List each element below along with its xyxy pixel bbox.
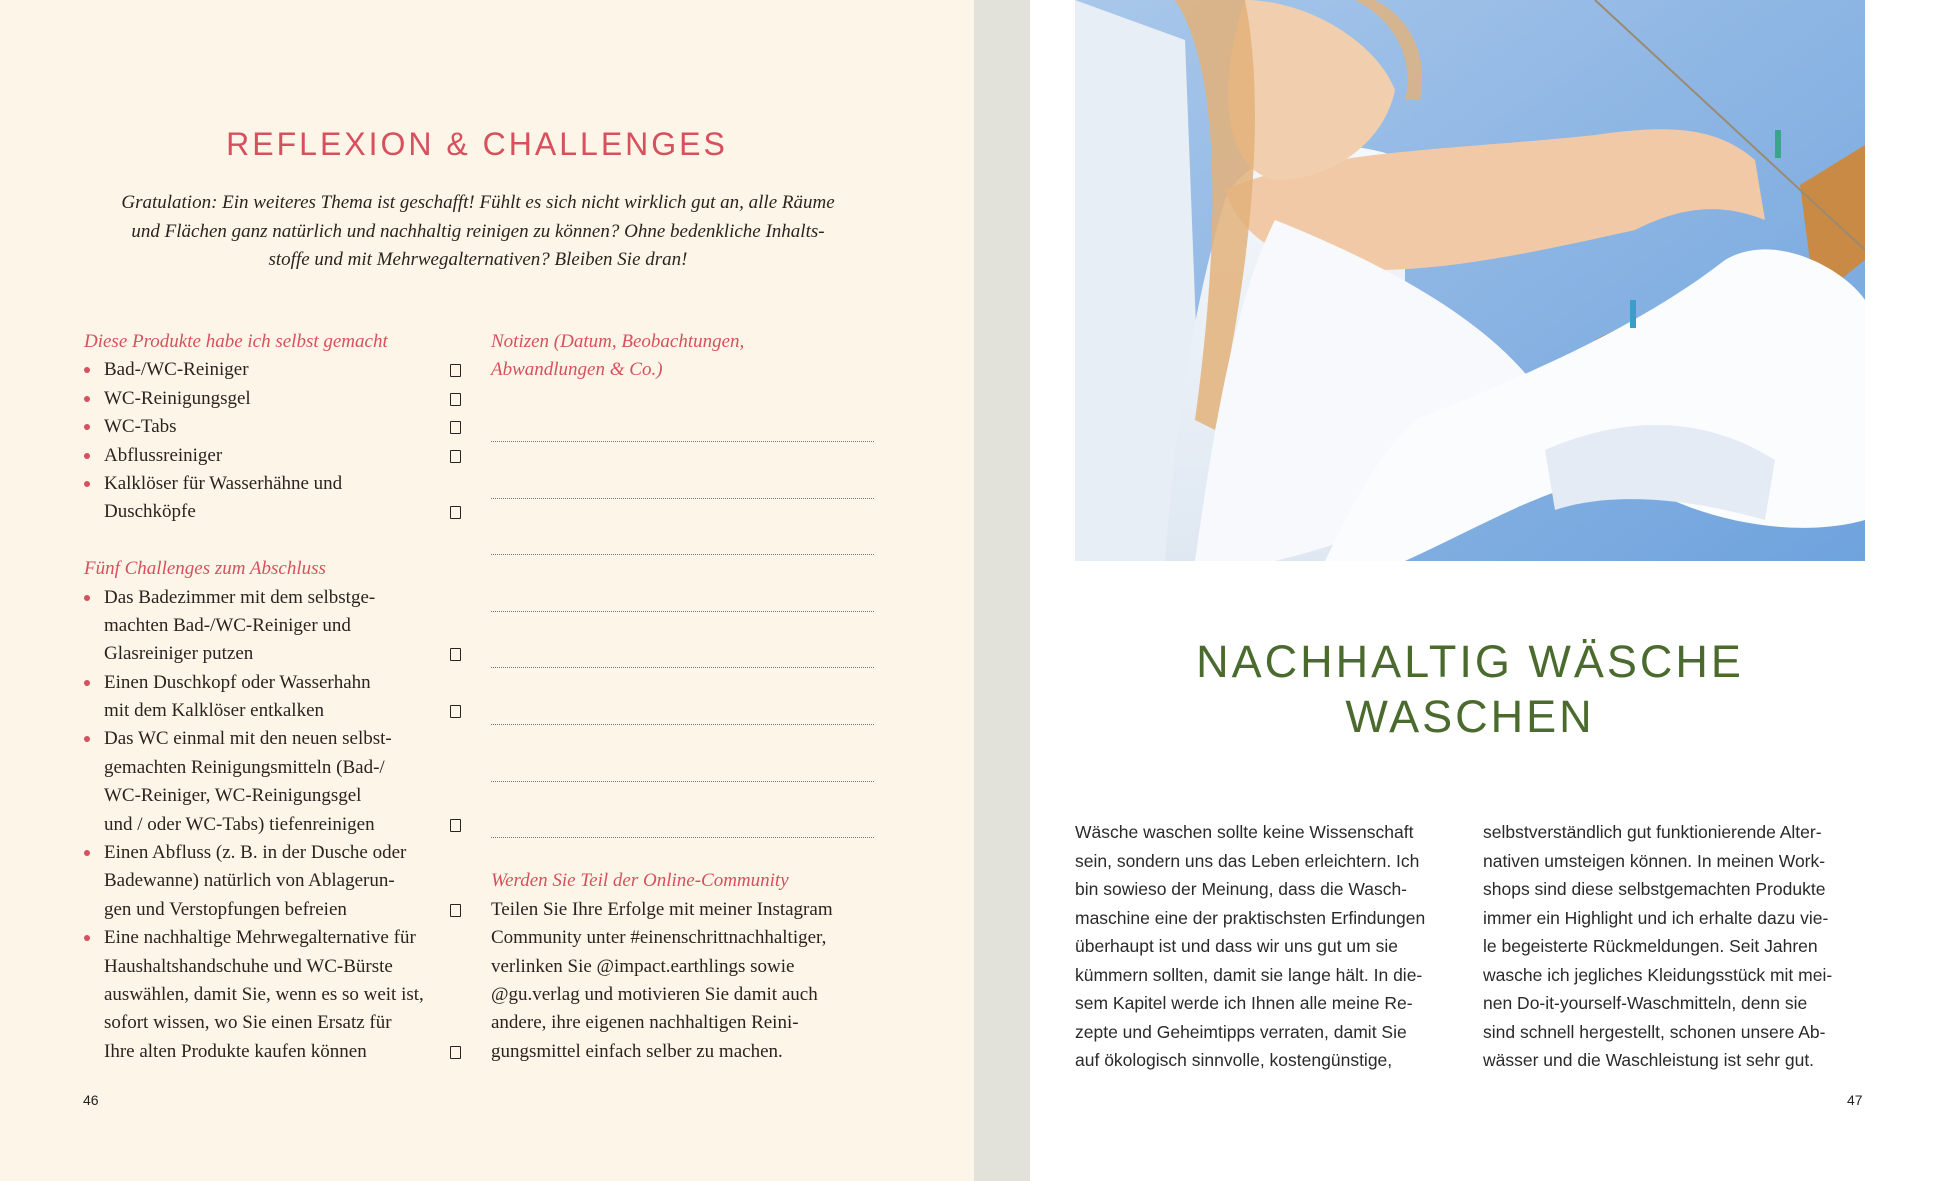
bullet-icon bbox=[84, 680, 90, 686]
spacer bbox=[84, 527, 464, 555]
spacer bbox=[491, 697, 876, 725]
checklist-item-text: WC-Reiniger, WC-Reinigungsgel bbox=[104, 785, 362, 807]
community-text-line: verlinken Sie @impact.earthlings sowie bbox=[491, 955, 795, 977]
body-text-line: sem Kapitel werde ich Ihnen alle meine Re- bbox=[1075, 993, 1413, 1013]
spacer bbox=[491, 839, 876, 867]
chapter-title-line: NACHHALTIG WÄSCHE bbox=[1196, 636, 1744, 687]
body-text-line: shops sind diese selbstgemachten Produkte bbox=[1483, 879, 1826, 899]
section-label bbox=[84, 328, 464, 356]
checklist-item-text: Einen Abfluss (z. B. in der Dusche oder bbox=[104, 842, 407, 864]
spacer bbox=[491, 527, 876, 555]
checklist-item-text: Haushaltshandschuhe und WC-Bürste bbox=[104, 955, 393, 977]
body-text-line: bin sowieso der Meinung, dass die Wasch- bbox=[1075, 879, 1408, 899]
body-text-line: sein, sondern uns das Leben erleichtern. Ich bbox=[1075, 850, 1420, 871]
community-text-line: Community unter #einenschrittnachhaltiger, bbox=[491, 927, 827, 949]
bullet-icon bbox=[84, 481, 90, 487]
checklist-item bbox=[84, 413, 464, 441]
bullet-icon bbox=[84, 736, 90, 742]
spacer bbox=[491, 442, 876, 470]
checklist-item bbox=[84, 953, 464, 981]
checkbox[interactable] bbox=[450, 648, 461, 661]
checklist-item-text: Bad-/WC-Reiniger bbox=[104, 359, 249, 381]
checklist-item bbox=[84, 811, 464, 839]
checklist-item-text: WC-Reinigungsgel bbox=[104, 387, 251, 409]
checklist-item bbox=[84, 782, 464, 810]
bullet-icon bbox=[84, 396, 90, 402]
checklist-column bbox=[84, 328, 464, 1066]
checkbox[interactable] bbox=[450, 705, 461, 718]
notes-write-line[interactable] bbox=[491, 441, 874, 442]
checklist-item bbox=[84, 981, 464, 1009]
checklist-item bbox=[84, 924, 464, 952]
spacer bbox=[491, 385, 876, 413]
checklist-item bbox=[84, 612, 464, 640]
section-label-text: Fünf Challenges zum Abschluss bbox=[84, 558, 326, 580]
checklist-item bbox=[84, 896, 464, 924]
checkbox[interactable] bbox=[450, 1046, 461, 1059]
checklist-item-text: WC-Tabs bbox=[104, 416, 177, 438]
notes-write-line[interactable] bbox=[491, 554, 874, 555]
checklist-item-text: Eine nachhaltige Mehrwegalternative für bbox=[104, 927, 416, 949]
checklist-item bbox=[84, 839, 464, 867]
checklist-item-text: Duschköpfe bbox=[104, 501, 196, 523]
body-text-line: selbstverständlich gut funktionierende Alter- bbox=[1483, 822, 1822, 842]
spacer bbox=[491, 498, 876, 526]
checkbox[interactable] bbox=[450, 904, 461, 917]
checklist-item bbox=[84, 725, 464, 753]
notes-write-line[interactable] bbox=[491, 837, 874, 838]
checklist-item bbox=[84, 385, 464, 413]
community-label: Werden Sie Teil der Online-Community bbox=[491, 870, 789, 892]
bullet-icon bbox=[84, 935, 90, 941]
page-number-left: 46 bbox=[83, 1092, 99, 1108]
bullet-icon bbox=[84, 367, 90, 373]
intro-line: und Flächen ganz natürlich und nachhaltig reinigen zu können? Ohne bedenkliche Inhalts- bbox=[131, 220, 825, 242]
notes-write-line[interactable] bbox=[491, 781, 874, 782]
community-text-line: Teilen Sie Ihre Erfolge mit meiner Instagram bbox=[491, 898, 833, 920]
checklist-item bbox=[84, 754, 464, 782]
bullet-icon bbox=[84, 424, 90, 430]
spacer bbox=[491, 782, 876, 810]
body-text-line: le begeisterte Rückmeldungen. Seit Jahren bbox=[1483, 936, 1818, 956]
checklist-item bbox=[84, 697, 464, 725]
checklist-item-text: Ihre alten Produkte kaufen können bbox=[104, 1040, 367, 1062]
checkbox[interactable] bbox=[450, 393, 461, 406]
spacer bbox=[491, 754, 876, 782]
notes-label: Notizen (Datum, Beobachtungen, bbox=[491, 331, 745, 352]
laundry-photo bbox=[1075, 0, 1865, 561]
spacer bbox=[491, 640, 876, 668]
notes-label: Abwandlungen & Co.) bbox=[491, 359, 663, 381]
bullet-icon bbox=[84, 595, 90, 601]
spacer bbox=[491, 413, 876, 441]
body-text-line: auf ökologisch sinnvolle, kostengünstige, bbox=[1075, 1050, 1393, 1070]
spacer bbox=[491, 612, 876, 640]
notes-column bbox=[491, 328, 876, 1066]
body-text-line: maschine eine der praktischsten Erfindungen bbox=[1075, 907, 1426, 928]
checklist-item-text: Einen Duschkopf oder Wasserhahn bbox=[104, 671, 371, 693]
checklist-item bbox=[84, 442, 464, 470]
body-text-line: nen Do-it-yourself-Waschmitteln, denn sie bbox=[1483, 993, 1808, 1013]
body-text-line: wasche ich jegliches Kleidungsstück mit mei- bbox=[1483, 964, 1833, 985]
page-number-right: 47 bbox=[1847, 1092, 1863, 1108]
body-text-line: zepte und Geheimtipps verraten, damit Sie bbox=[1075, 1021, 1407, 1042]
checklist-item bbox=[84, 498, 464, 526]
section-label-text: Diese Produkte habe ich selbst gemacht bbox=[84, 331, 388, 352]
community-text-line: @gu.verlag und motivieren Sie damit auch bbox=[491, 983, 818, 1005]
checklist-item bbox=[84, 669, 464, 697]
body-text-column-2 bbox=[1483, 818, 1868, 1075]
checklist-item-text: Das WC einmal mit den neuen selbst- bbox=[104, 728, 392, 750]
checklist-item-text: Kalklöser für Wasserhähne und bbox=[104, 472, 343, 494]
checklist-item-text: machten Bad-/WC-Reiniger und bbox=[104, 614, 351, 636]
body-text-line: Wäsche waschen sollte keine Wissenschaft bbox=[1075, 822, 1414, 842]
checklist-item bbox=[84, 584, 464, 612]
spacer bbox=[491, 725, 876, 753]
checkbox[interactable] bbox=[450, 364, 461, 377]
notes-write-line[interactable] bbox=[491, 667, 874, 668]
checklist-item-text: Badewanne) natürlich von Ablagerun- bbox=[104, 870, 395, 892]
checklist-item-text: mit dem Kalklöser entkalken bbox=[104, 700, 325, 722]
checklist-item-text: Abflussreiniger bbox=[104, 444, 223, 466]
checkbox[interactable] bbox=[450, 506, 461, 519]
section-heading: REFLEXION & CHALLENGES bbox=[226, 126, 728, 162]
notes-write-line[interactable] bbox=[491, 611, 874, 612]
checklist-item-text: Das Badezimmer mit dem selbstge- bbox=[104, 586, 376, 608]
spacer bbox=[491, 669, 876, 697]
checklist-item bbox=[84, 356, 464, 384]
spacer bbox=[491, 584, 876, 612]
chapter-title-line: WASCHEN bbox=[1345, 691, 1595, 742]
notes-write-line[interactable] bbox=[491, 724, 874, 725]
body-text-line: überhaupt ist und dass wir uns gut um sie bbox=[1075, 936, 1398, 956]
checklist-item-text: gemachten Reinigungsmitteln (Bad-/ bbox=[104, 756, 385, 778]
body-text-line: wässer und die Waschleistung ist sehr gut. bbox=[1483, 1050, 1815, 1070]
intro-line: Gratulation: Ein weiteres Thema ist geschafft! Fühlt es sich nicht wirklich gut an, alle Räume bbox=[121, 192, 835, 213]
body-text-line: sind schnell hergestellt, schonen unsere Ab- bbox=[1483, 1021, 1826, 1042]
spacer bbox=[491, 555, 876, 583]
intro-text bbox=[78, 189, 878, 275]
checklist-item-text: und / oder WC-Tabs) tiefenreinigen bbox=[104, 813, 375, 835]
checklist-item bbox=[84, 470, 464, 498]
checklist-item-text: auswählen, damit Sie, wenn es so weit ist, bbox=[104, 983, 424, 1005]
community-text-line: andere, ihre eigenen nachhaltigen Reini- bbox=[491, 1012, 799, 1034]
chapter-title bbox=[1075, 634, 1865, 744]
intro-line: stoffe und mit Mehrwegalternativen? Bleiben Sie dran! bbox=[268, 249, 688, 270]
notes-write-line[interactable] bbox=[491, 498, 874, 499]
body-text-line: nativen umsteigen können. In meinen Work- bbox=[1483, 850, 1826, 871]
checklist-item bbox=[84, 640, 464, 668]
spacer bbox=[491, 811, 876, 839]
checkbox[interactable] bbox=[450, 819, 461, 832]
checkbox[interactable] bbox=[450, 450, 461, 463]
checklist-item bbox=[84, 1038, 464, 1066]
spacer bbox=[491, 470, 876, 498]
section-label bbox=[84, 555, 464, 583]
body-text-column-1 bbox=[1075, 818, 1460, 1075]
bullet-icon bbox=[84, 453, 90, 459]
checklist-item bbox=[84, 1009, 464, 1037]
community-text-line: gungsmittel einfach selber zu machen. bbox=[491, 1040, 783, 1062]
book-gutter bbox=[974, 0, 1030, 1181]
checklist-item-text: Glasreiniger putzen bbox=[104, 643, 254, 665]
checklist-item-text: sofort wissen, wo Sie einen Ersatz für bbox=[104, 1012, 392, 1034]
body-text-line: kümmern sollten, damit sie lange hält. In die- bbox=[1075, 964, 1423, 985]
bullet-icon bbox=[84, 850, 90, 856]
checklist-item bbox=[84, 867, 464, 895]
body-text-line: immer ein Highlight und ich erhalte dazu vie- bbox=[1483, 907, 1829, 928]
checklist-item-text: gen und Verstopfungen befreien bbox=[104, 898, 347, 920]
checkbox[interactable] bbox=[450, 421, 461, 434]
